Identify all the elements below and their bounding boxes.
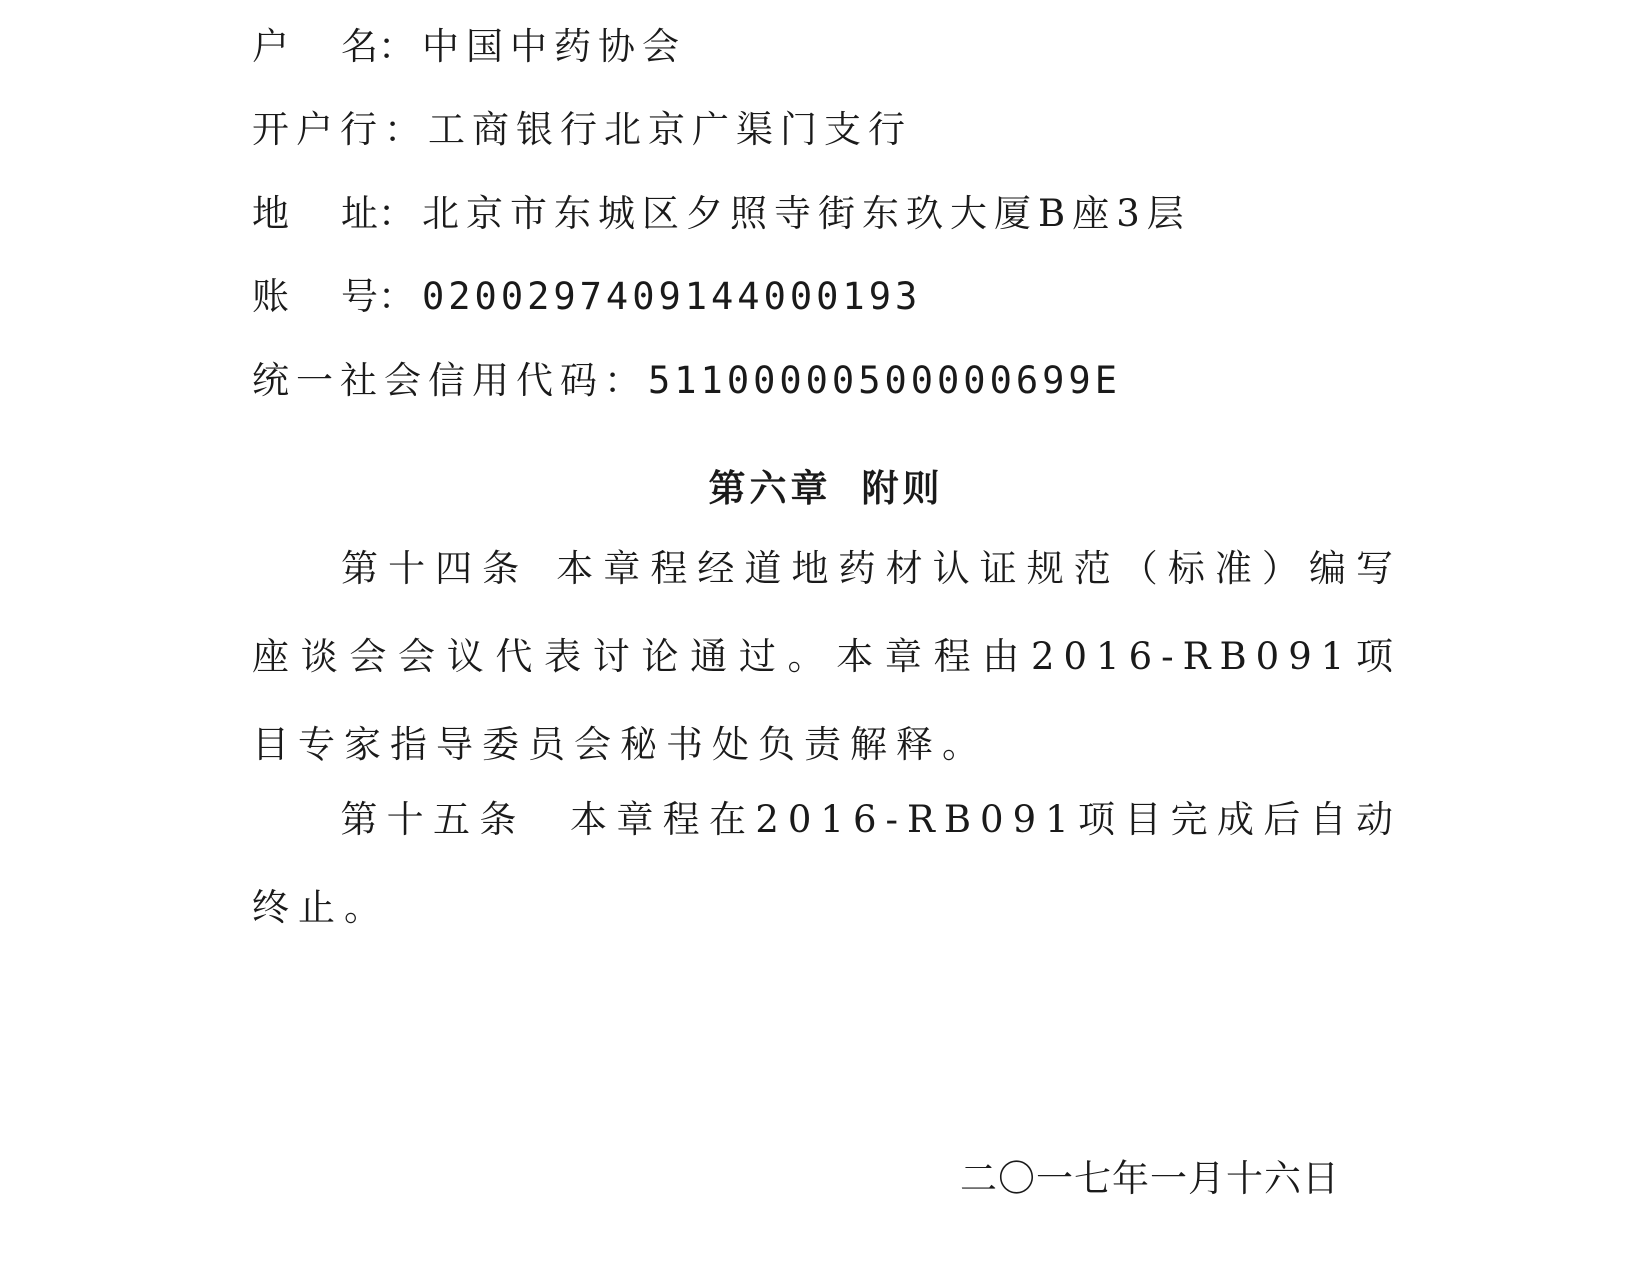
- account-name-line: [252, 25, 686, 68]
- chapter-title: 附则: [861, 467, 944, 510]
- account-name-value: 中国中药协会: [422, 25, 686, 68]
- article-14-label: 第十四条: [340, 547, 530, 590]
- bank-label: 开户行：: [252, 108, 428, 151]
- account-number-value: 0200297409144000193: [422, 275, 922, 318]
- address-value: 北京市东城区夕照寺街东玖大厦B座3层: [422, 192, 1191, 235]
- account-name-label: 户 名：: [252, 25, 415, 68]
- document-date: 二〇一七年一月十六日: [960, 1157, 1340, 1200]
- credit-code-label: 统一社会信用代码：: [252, 359, 648, 402]
- address-label: 地 址：: [252, 192, 415, 235]
- credit-code-value: 51100000500000699E: [648, 359, 1121, 402]
- account-number-line: [252, 275, 922, 318]
- article-15-label: 第十五条: [340, 798, 526, 841]
- bank-line: [252, 108, 912, 151]
- address-line: [252, 192, 1191, 235]
- article-14-text: 本章程经道地药材认证规范（标准）编写座谈会会议代表讨论通过。本章程由2016-RB091项目专家指导委员会秘书处负责解释。: [252, 547, 1403, 766]
- article-15-text: 本章程在2016-RB091项目完成后自动终止。: [252, 798, 1402, 929]
- article-14: [252, 525, 1402, 789]
- account-number-label: 账 号：: [252, 275, 415, 318]
- article-15: [252, 776, 1402, 952]
- credit-code-line: [252, 359, 1121, 402]
- bank-value: 工商银行北京广渠门支行: [428, 108, 912, 151]
- chapter-number: 第六章: [708, 467, 832, 510]
- chapter-heading: [0, 467, 1652, 510]
